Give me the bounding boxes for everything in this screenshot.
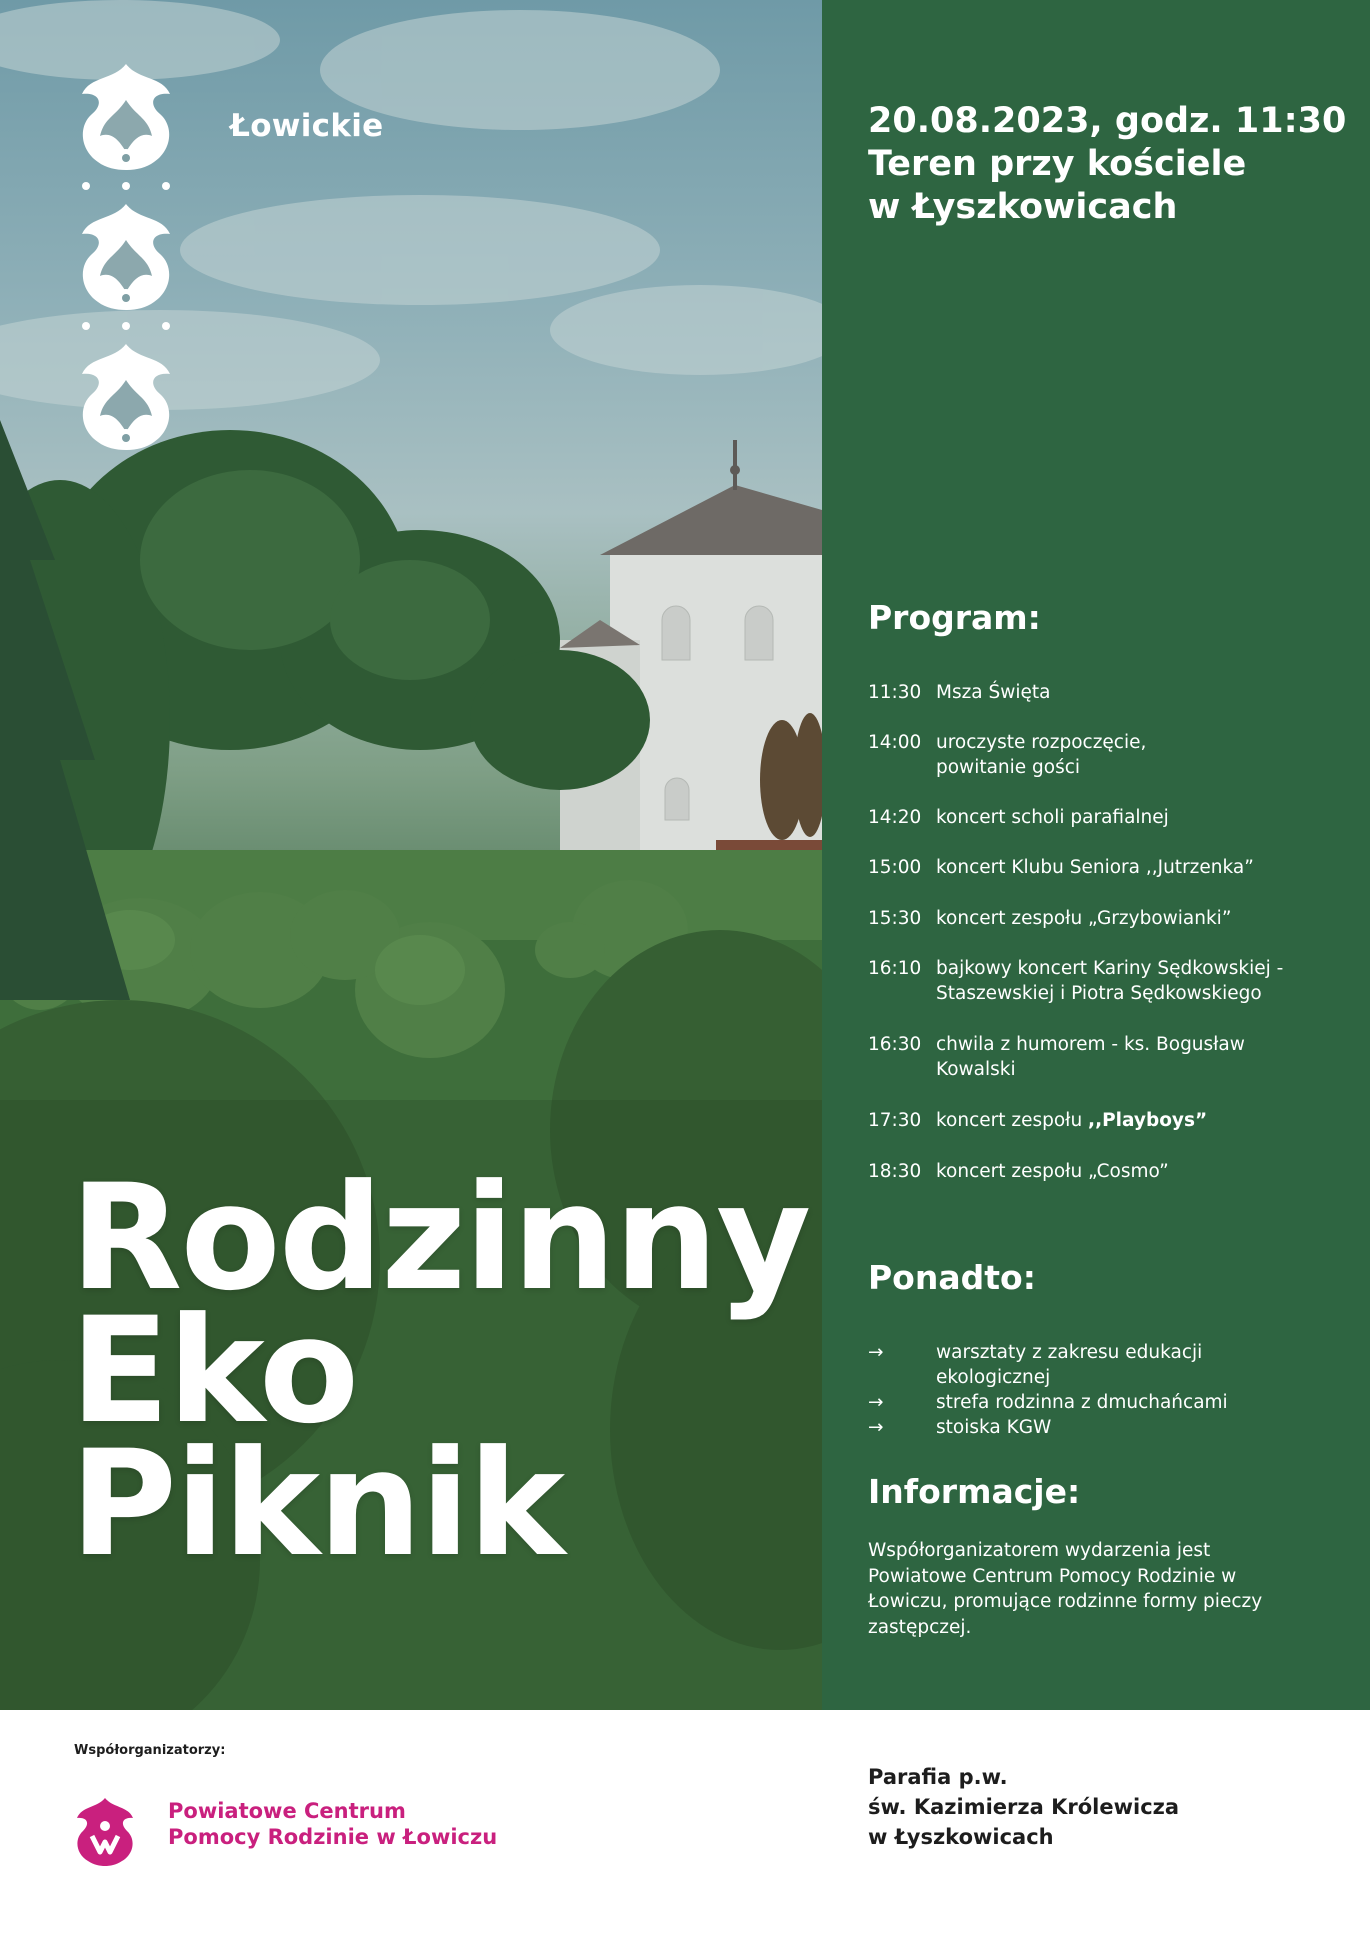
dots-divider	[70, 176, 182, 196]
event-title	[70, 1153, 810, 1589]
pcpr-name-line: Powiatowe Centrum	[168, 1799, 406, 1823]
program-text: uroczyste rozpoczęcie, powitanie gości	[936, 732, 1147, 778]
program-time: 15:00	[868, 857, 922, 878]
program-text-prefix: koncert zespołu	[936, 1110, 1089, 1131]
title-line: Piknik	[70, 1419, 564, 1589]
program-text: koncert scholi parafialnej	[936, 807, 1169, 828]
event-place: w Łyszkowicach	[868, 187, 1178, 227]
extras-text: strefa rodzinna z dmuchańcami	[936, 1392, 1228, 1413]
lowickie-flower-icon	[70, 340, 182, 456]
program-text: chwila z humorem - ks. Bogusław Kowalski	[936, 1034, 1245, 1080]
pcpr-name-line: Pomocy Rodzinie w Łowiczu	[168, 1825, 498, 1849]
parish-line: w Łyszkowicach	[868, 1825, 1054, 1849]
program-time: 11:30	[868, 682, 922, 703]
dots-divider	[70, 316, 182, 336]
program-text	[936, 1108, 1354, 1133]
program-text: bajkowy koncert Kariny Sędkowskiej -Staszewskiej i Piotra Sędkowskiego	[936, 958, 1284, 1004]
coorganizers-label: Współorganizatorzy:	[74, 1743, 226, 1758]
info-text: Współorganizatorem wydarzenia jest Powiatowe Centrum Pomocy Rodzinie w Łowiczu, promujące rodzinne formy pieczy zastępczej.	[868, 1540, 1263, 1638]
lowickie-flower-icon	[70, 60, 182, 176]
parish-line: św. Kazimierza Królewicza	[868, 1795, 1180, 1819]
info-panel	[822, 0, 1370, 1710]
program-time: 15:30	[868, 908, 922, 929]
program-time: 18:30	[868, 1161, 922, 1182]
arrow-right-icon: →	[868, 1417, 884, 1438]
parish-name	[868, 1762, 1179, 1852]
title-line: Eko	[70, 1286, 358, 1456]
program-text: koncert zespołu „Cosmo”	[936, 1161, 1169, 1182]
program-time: 14:20	[868, 807, 922, 828]
statue	[760, 713, 822, 840]
program-time: 14:00	[868, 732, 922, 753]
lowickie-logo	[70, 60, 182, 456]
footer	[0, 1710, 1370, 1937]
program-time: 17:30	[868, 1110, 922, 1131]
info-heading: Informacje:	[868, 1472, 1081, 1511]
program-heading: Program:	[868, 598, 1041, 637]
title-line: Rodzinny	[70, 1153, 810, 1323]
program-text: koncert zespołu „Grzybowianki”	[936, 908, 1232, 929]
event-place: Teren przy kościele	[868, 144, 1247, 184]
event-datetime: 20.08.2023, godz. 11:30	[868, 101, 1347, 141]
program-text: koncert Klubu Seniora ,,Jutrzenka”	[936, 857, 1254, 878]
extras-text: warsztaty z zakresu edukacji ekologicznej	[936, 1342, 1203, 1388]
program-text: Msza Święta	[936, 682, 1051, 703]
program-time: 16:10	[868, 958, 922, 979]
parish-line: Parafia p.w.	[868, 1765, 1008, 1789]
arrow-right-icon: →	[868, 1342, 884, 1363]
brand-name: Łowickie	[230, 108, 384, 144]
arrow-right-icon: →	[868, 1392, 884, 1413]
lowickie-flower-icon	[70, 200, 182, 316]
event-details	[868, 100, 1346, 229]
band-name-highlight: ,,Playboys”	[1088, 1110, 1208, 1131]
extras-heading: Ponadto:	[868, 1258, 1036, 1297]
pcpr-logo-icon	[72, 1796, 138, 1868]
pcpr-name	[168, 1798, 497, 1850]
extras-text: stoiska KGW	[936, 1417, 1052, 1438]
program-time: 16:30	[868, 1034, 922, 1055]
